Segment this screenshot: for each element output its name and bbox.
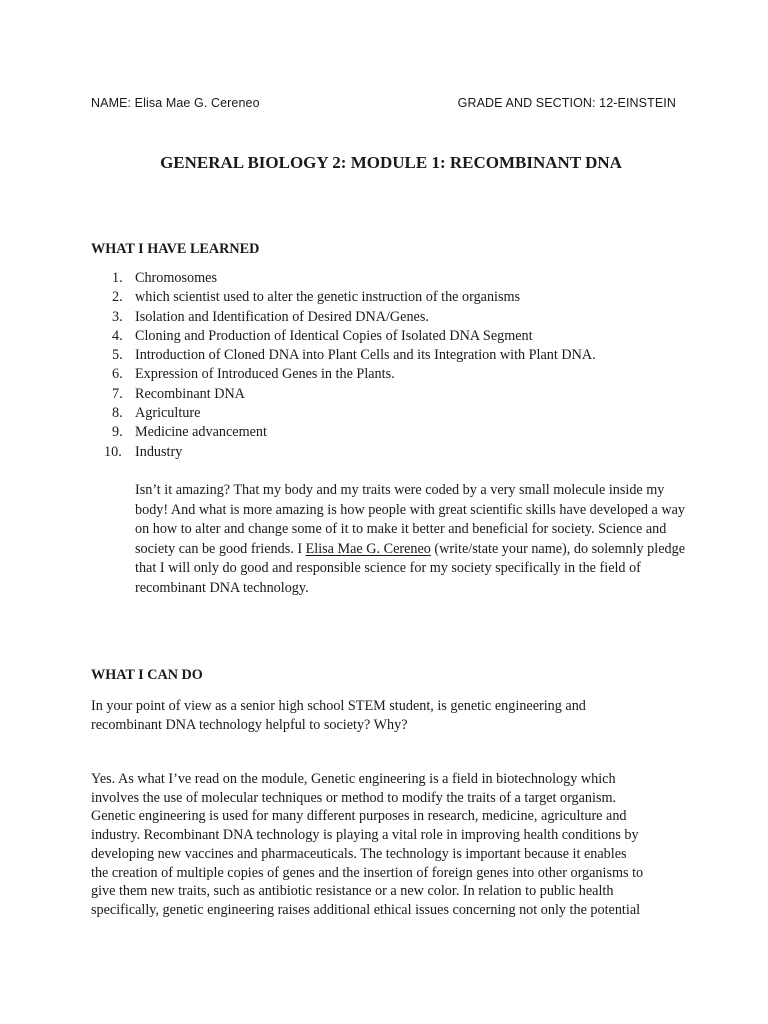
list-item-number: 2. bbox=[112, 289, 123, 306]
list-item-text: Introduction of Cloned DNA into Plant Cells and its Integration with Plant DNA. bbox=[135, 347, 596, 364]
reflection-text-before: Isn’t it amazing? That my body and my traits were coded by a very small molecule inside my body! And what is more amazing is how people with great scientific skills have developed a way on how to alter and change some of it to make it better and beneficial for society. Science and society can be good friends. I bbox=[135, 482, 686, 557]
list-item-text: Recombinant DNA bbox=[135, 385, 245, 402]
list-item bbox=[91, 404, 596, 423]
list-item-text: Expression of Introduced Genes in the Plants. bbox=[135, 366, 395, 383]
answer-line: developing new vaccines and pharmaceuticals. The technology is important because it enables bbox=[91, 845, 627, 862]
reflection-paragraph bbox=[135, 481, 695, 599]
list-item bbox=[91, 269, 596, 288]
list-item-text: Isolation and Identification of Desired DNA/Genes. bbox=[135, 308, 429, 325]
grade-section: GRADE AND SECTION: 12-EINSTEIN bbox=[457, 96, 676, 110]
list-item bbox=[91, 288, 596, 307]
list-item bbox=[91, 365, 596, 384]
list-item-text: Medicine advancement bbox=[135, 424, 267, 441]
list-item-number: 1. bbox=[112, 270, 123, 286]
list-item-number: 6. bbox=[112, 366, 123, 383]
question-line: In your point of view as a senior high school STEM student, is genetic engineering and bbox=[91, 698, 586, 714]
student-name: NAME: Elisa Mae G. Cereneo bbox=[91, 96, 260, 110]
list-item bbox=[91, 385, 596, 404]
reflection-text-after: (write/state your name), do solemnly pledge that I will only do good and responsible science for my society specifically in the field of recombinant DNA technology. bbox=[135, 540, 685, 596]
answer-line: Yes. As what I’ve read on the module, Genetic engineering is a field in biotechnology which bbox=[91, 771, 616, 787]
student-header bbox=[91, 93, 676, 113]
document-title: GENERAL BIOLOGY 2: MODULE 1: RECOMBINANT DNA bbox=[160, 153, 622, 172]
list-item-number: 3. bbox=[112, 308, 123, 325]
answer-line: industry. Recombinant DNA technology is playing a vital role in improving health conditions by bbox=[91, 827, 639, 844]
list-item bbox=[91, 327, 596, 346]
learned-list bbox=[91, 269, 596, 462]
list-item-text: Cloning and Production of Identical Copies of Isolated DNA Segment bbox=[135, 327, 533, 344]
list-item-number: 10. bbox=[104, 443, 122, 460]
list-item bbox=[91, 308, 596, 327]
question-line: recombinant DNA technology helpful to society? Why? bbox=[91, 716, 408, 733]
list-item-number: 8. bbox=[112, 405, 123, 422]
list-item-number: 9. bbox=[112, 424, 123, 441]
answer-line: Genetic engineering is used for many different purposes in research, medicine, agriculture and bbox=[91, 808, 627, 825]
pledge-student-name: Elisa Mae G. Cereneo bbox=[305, 540, 431, 557]
list-item-number: 7. bbox=[112, 385, 123, 402]
question-paragraph bbox=[91, 697, 651, 734]
section-heading-learned: WHAT I HAVE LEARNED bbox=[91, 241, 260, 257]
answer-line: involves the use of molecular techniques or method to modify the traits of a target organism. bbox=[91, 789, 617, 806]
list-item-text: Industry bbox=[135, 443, 183, 460]
answer-paragraph bbox=[91, 770, 691, 920]
list-item-number: 5. bbox=[112, 347, 123, 364]
answer-line: specifically, genetic engineering raises additional ethical issues concerning not only the potential bbox=[91, 901, 641, 918]
list-item-text: Agriculture bbox=[135, 405, 201, 422]
list-item-text: which scientist used to alter the genetic instruction of the organisms bbox=[135, 289, 521, 306]
list-item bbox=[91, 346, 596, 365]
list-item-text: Chromosomes bbox=[135, 270, 217, 286]
section-heading-can-do: WHAT I CAN DO bbox=[91, 667, 203, 683]
answer-line: give them new traits, such as antibiotic resistance or a new color. In relation to public health bbox=[91, 883, 614, 900]
list-item-number: 4. bbox=[112, 327, 123, 344]
answer-line: the creation of multiple copies of genes and the insertion of foreign genes into other organisms to bbox=[91, 864, 644, 881]
list-item bbox=[91, 423, 596, 442]
list-item bbox=[91, 443, 596, 462]
